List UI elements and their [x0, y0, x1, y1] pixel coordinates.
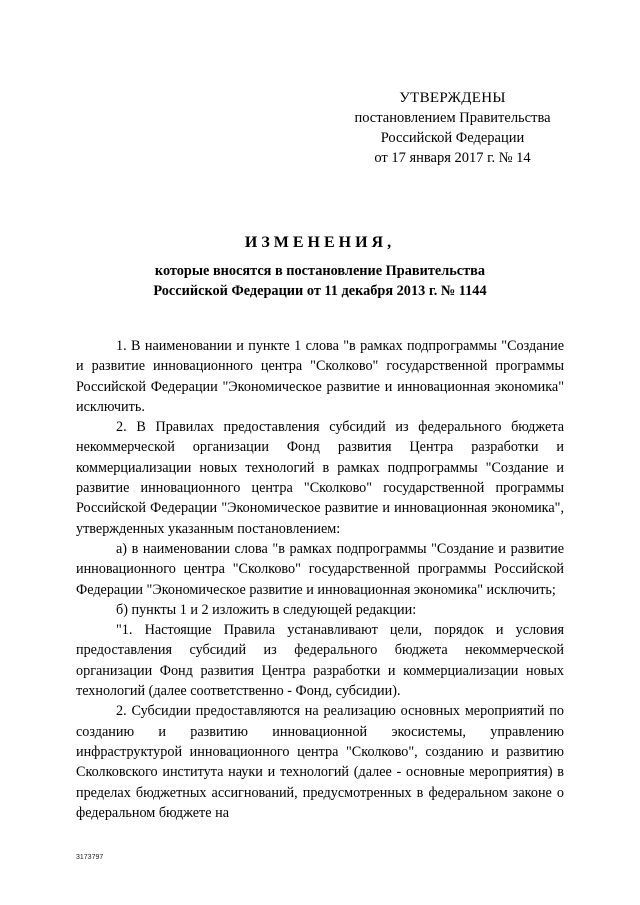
paragraph: 1. В наименовании и пункте 1 слова "в рамках подпрограммы "Создание и развитие инновационного центра "Сколково" государственной программы Российской Федерации "Экономическое развитие и инновационная экономика" исключить. [76, 338, 564, 415]
document-subtitle [76, 261, 564, 301]
paragraph: "1. Настоящие Правила устанавливают цели, порядок и условия предоставления субсидий из федерального бюджета некоммерческой организации Фонд развития Центра разработки и коммерциализации новых технологий (далее соответственно - Фонд, субсидии). [76, 622, 564, 700]
paragraph: 2. В Правилах предоставления субсидий из федерального бюджета некоммерческой организации Фонд развития Центра разработки и коммерциализации новых технологий в рамках подпрограммы "Создание и развитие инновационного центра "Сколково" государственной программы Российской Федерации "Экономическое развитие и инновационная экономика", утвержденных указанным постановлением: [76, 419, 564, 537]
paragraph: а) в наименовании слова "в рамках подпрограммы "Создание и развитие инновационного центра "Сколково" государственной программы Российской Федерации "Экономическое развитие и инновационная экономика" исключить; [76, 540, 564, 598]
subtitle-line-1: которые вносятся в постановление Правительства [154, 263, 486, 279]
approval-heading: УТВЕРЖДЕНЫ [399, 90, 506, 106]
approval-line-1: постановлением Правительства [354, 110, 551, 126]
document-title: ИЗМЕНЕНИЯ, [244, 234, 396, 251]
document-body [76, 336, 564, 823]
document-code: 3173797 [76, 854, 104, 861]
approval-block [340, 88, 565, 168]
approval-line-2: Российской Федерации [380, 130, 525, 146]
approval-line-3: от 17 января 2017 г. № 14 [374, 150, 531, 166]
paragraph: 2. Субсидии предоставляются на реализацию основных мероприятий по созданию и развитию инновационной экосистемы, управлению инфраструктурой инновационного центра "Сколково", созданию и развитию Сколковского института науки и технологий (далее - основные мероприятия) в пределах бюджетных ассигнований, предусмотренных в федеральном законе о федеральном бюджете на [76, 703, 564, 821]
subtitle-line-2: Российской Федерации от 11 декабря 2013 г. № 1144 [153, 283, 487, 299]
paragraph: б) пункты 1 и 2 изложить в следующей редакции: [116, 601, 417, 618]
